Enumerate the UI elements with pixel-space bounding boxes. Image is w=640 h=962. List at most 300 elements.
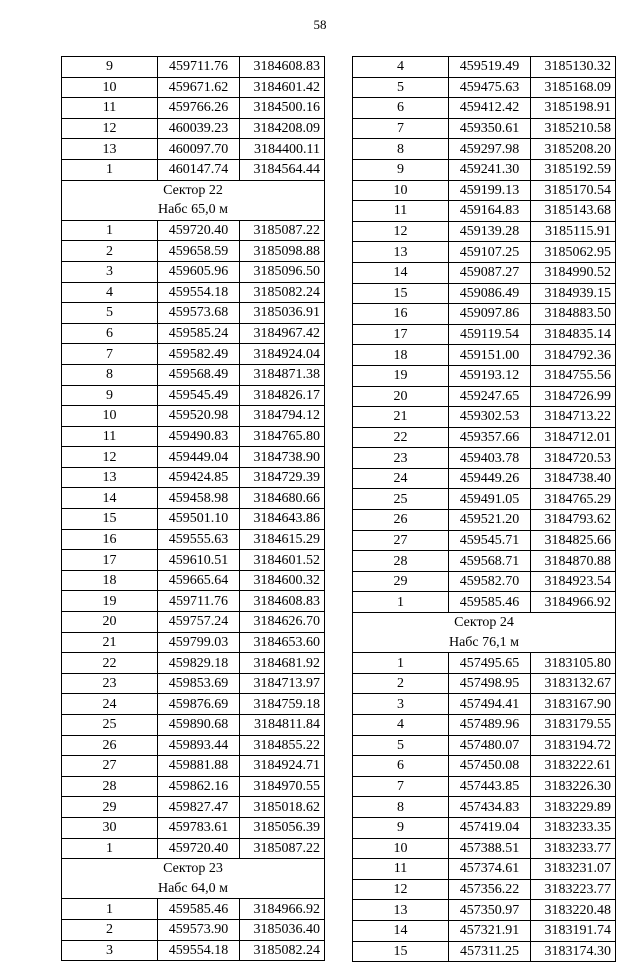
x-coordinate-cell: 459458.98 — [158, 488, 240, 509]
x-coordinate-cell: 457419.04 — [449, 817, 531, 838]
y-coordinate-cell: 3183179.55 — [531, 715, 616, 736]
x-coordinate-cell: 459545.71 — [449, 530, 531, 551]
point-number-cell: 8 — [353, 797, 449, 818]
point-number-cell: 3 — [353, 694, 449, 715]
point-number-cell: 21 — [62, 632, 158, 653]
table-row — [62, 550, 325, 571]
y-coordinate-cell: 3185096.50 — [240, 261, 325, 282]
point-number-cell: 23 — [353, 448, 449, 469]
x-coordinate-cell: 459568.71 — [449, 551, 531, 572]
x-coordinate-cell: 459241.30 — [449, 159, 531, 180]
point-number-cell: 13 — [353, 242, 449, 263]
table-row — [353, 345, 616, 366]
point-number-cell: 11 — [62, 426, 158, 447]
sector-elevation-row — [62, 200, 325, 220]
table-row — [62, 797, 325, 818]
y-coordinate-cell: 3184738.40 — [531, 468, 616, 489]
table-row — [62, 673, 325, 694]
point-number-cell: 15 — [62, 509, 158, 530]
x-coordinate-cell: 459893.44 — [158, 735, 240, 756]
table-row — [353, 797, 616, 818]
point-number-cell: 12 — [353, 879, 449, 900]
x-coordinate-cell: 459097.86 — [449, 304, 531, 325]
table-row — [62, 488, 325, 509]
x-coordinate-cell: 457321.91 — [449, 920, 531, 941]
y-coordinate-cell: 3184870.88 — [531, 551, 616, 572]
x-coordinate-cell: 459720.40 — [158, 220, 240, 241]
point-number-cell: 6 — [353, 756, 449, 777]
point-number-cell: 1 — [353, 592, 449, 613]
sector-title-row — [62, 859, 325, 879]
point-number-cell: 15 — [353, 941, 449, 962]
point-number-cell: 20 — [62, 612, 158, 633]
point-number-cell: 10 — [62, 77, 158, 98]
table-row — [62, 570, 325, 591]
point-number-cell: 2 — [353, 673, 449, 694]
y-coordinate-cell: 3184643.86 — [240, 509, 325, 530]
y-coordinate-cell: 3185062.95 — [531, 242, 616, 263]
y-coordinate-cell: 3184765.80 — [240, 426, 325, 447]
table-row — [62, 919, 325, 940]
table-row — [353, 838, 616, 859]
y-coordinate-cell: 3183231.07 — [531, 859, 616, 880]
point-number-cell: 15 — [353, 283, 449, 304]
y-coordinate-cell: 3184500.16 — [240, 98, 325, 119]
x-coordinate-cell: 459582.49 — [158, 344, 240, 365]
y-coordinate-cell: 3183229.89 — [531, 797, 616, 818]
table-row — [353, 694, 616, 715]
table-row — [62, 776, 325, 797]
y-coordinate-cell: 3183105.80 — [531, 653, 616, 674]
x-coordinate-cell: 459605.96 — [158, 261, 240, 282]
point-number-cell: 14 — [353, 262, 449, 283]
page-number: 58 — [313, 17, 327, 32]
table-row — [353, 735, 616, 756]
x-coordinate-cell: 457443.85 — [449, 776, 531, 797]
y-coordinate-cell: 3183222.61 — [531, 756, 616, 777]
sector-title: Сектор 24 — [353, 613, 616, 633]
y-coordinate-cell: 3184713.22 — [531, 407, 616, 428]
table-row — [62, 817, 325, 838]
y-coordinate-cell: 3185098.88 — [240, 241, 325, 262]
point-number-cell: 4 — [62, 282, 158, 303]
x-coordinate-cell: 457495.65 — [449, 653, 531, 674]
y-coordinate-cell: 3185115.91 — [531, 221, 616, 242]
table-row — [353, 468, 616, 489]
x-coordinate-cell: 459297.98 — [449, 139, 531, 160]
x-coordinate-cell: 457480.07 — [449, 735, 531, 756]
table-row — [353, 489, 616, 510]
y-coordinate-cell: 3184601.52 — [240, 550, 325, 571]
x-coordinate-cell: 459521.20 — [449, 510, 531, 531]
point-number-cell: 25 — [62, 715, 158, 736]
table-row — [353, 407, 616, 428]
y-coordinate-cell: 3184835.14 — [531, 324, 616, 345]
x-coordinate-cell: 459610.51 — [158, 550, 240, 571]
x-coordinate-cell: 459519.49 — [449, 57, 531, 78]
point-number-cell: 7 — [353, 118, 449, 139]
point-number-cell: 3 — [62, 261, 158, 282]
point-number-cell: 4 — [353, 715, 449, 736]
point-number-cell: 1 — [62, 899, 158, 920]
point-number-cell: 18 — [62, 570, 158, 591]
point-number-cell: 22 — [353, 427, 449, 448]
y-coordinate-cell: 3184720.53 — [531, 448, 616, 469]
table-row — [62, 323, 325, 344]
point-number-cell: 5 — [353, 735, 449, 756]
point-number-cell: 22 — [62, 653, 158, 674]
point-number-cell: 20 — [353, 386, 449, 407]
y-coordinate-cell: 3185168.09 — [531, 77, 616, 98]
x-coordinate-cell: 457311.25 — [449, 941, 531, 962]
point-number-cell: 1 — [62, 838, 158, 859]
point-number-cell: 19 — [353, 365, 449, 386]
point-number-cell: 26 — [353, 510, 449, 531]
point-number-cell: 27 — [62, 756, 158, 777]
point-number-cell: 18 — [353, 345, 449, 366]
table-row — [62, 838, 325, 859]
x-coordinate-cell: 459766.26 — [158, 98, 240, 119]
table-row — [62, 509, 325, 530]
table-row — [353, 448, 616, 469]
x-coordinate-cell: 459087.27 — [449, 262, 531, 283]
table-row — [62, 118, 325, 139]
table-row — [353, 201, 616, 222]
x-coordinate-cell: 459139.28 — [449, 221, 531, 242]
x-coordinate-cell: 457374.61 — [449, 859, 531, 880]
x-coordinate-cell: 459520.98 — [158, 406, 240, 427]
point-number-cell: 10 — [353, 180, 449, 201]
coordinates-table-right — [352, 56, 616, 962]
point-number-cell: 5 — [62, 303, 158, 324]
x-coordinate-cell: 459862.16 — [158, 776, 240, 797]
x-coordinate-cell: 459890.68 — [158, 715, 240, 736]
y-coordinate-cell: 3183191.74 — [531, 920, 616, 941]
table-row — [62, 529, 325, 550]
point-number-cell: 16 — [62, 529, 158, 550]
y-coordinate-cell: 3184712.01 — [531, 427, 616, 448]
x-coordinate-cell: 457434.83 — [449, 797, 531, 818]
y-coordinate-cell: 3183226.30 — [531, 776, 616, 797]
x-coordinate-cell: 457388.51 — [449, 838, 531, 859]
x-coordinate-cell: 459554.18 — [158, 282, 240, 303]
y-coordinate-cell: 3183174.30 — [531, 941, 616, 962]
sector-title-row — [353, 613, 616, 633]
y-coordinate-cell: 3183233.77 — [531, 838, 616, 859]
y-coordinate-cell: 3184939.15 — [531, 283, 616, 304]
point-number-cell: 23 — [62, 673, 158, 694]
x-coordinate-cell: 459720.40 — [158, 838, 240, 859]
coordinates-table-left-body — [62, 57, 325, 961]
y-coordinate-cell: 3185208.20 — [531, 139, 616, 160]
point-number-cell: 16 — [353, 304, 449, 325]
point-number-cell: 1 — [353, 653, 449, 674]
x-coordinate-cell: 459568.49 — [158, 364, 240, 385]
y-coordinate-cell: 3185087.22 — [240, 220, 325, 241]
y-coordinate-cell: 3183167.90 — [531, 694, 616, 715]
point-number-cell: 17 — [62, 550, 158, 571]
x-coordinate-cell: 459350.61 — [449, 118, 531, 139]
table-row — [62, 220, 325, 241]
x-coordinate-cell: 459164.83 — [449, 201, 531, 222]
y-coordinate-cell: 3184970.55 — [240, 776, 325, 797]
y-coordinate-cell: 3184400.11 — [240, 139, 325, 160]
point-number-cell: 26 — [62, 735, 158, 756]
table-row — [62, 612, 325, 633]
table-row — [62, 940, 325, 961]
point-number-cell: 11 — [353, 201, 449, 222]
table-row — [353, 776, 616, 797]
x-coordinate-cell: 459475.63 — [449, 77, 531, 98]
coordinates-table-right-body — [353, 57, 616, 962]
x-coordinate-cell: 459585.46 — [158, 899, 240, 920]
x-coordinate-cell: 460039.23 — [158, 118, 240, 139]
x-coordinate-cell: 457489.96 — [449, 715, 531, 736]
y-coordinate-cell: 3184871.38 — [240, 364, 325, 385]
y-coordinate-cell: 3185082.24 — [240, 940, 325, 961]
x-coordinate-cell: 459573.68 — [158, 303, 240, 324]
x-coordinate-cell: 459555.63 — [158, 529, 240, 550]
x-coordinate-cell: 459799.03 — [158, 632, 240, 653]
y-coordinate-cell: 3184967.42 — [240, 323, 325, 344]
table-row — [353, 941, 616, 962]
sector-elevation: Набс 76,1 м — [353, 633, 616, 653]
x-coordinate-cell: 459247.65 — [449, 386, 531, 407]
y-coordinate-cell: 3185036.40 — [240, 919, 325, 940]
x-coordinate-cell: 457450.08 — [449, 756, 531, 777]
point-number-cell: 8 — [353, 139, 449, 160]
table-row — [62, 241, 325, 262]
x-coordinate-cell: 459357.66 — [449, 427, 531, 448]
x-coordinate-cell: 459827.47 — [158, 797, 240, 818]
y-coordinate-cell: 3184966.92 — [240, 899, 325, 920]
y-coordinate-cell: 3183233.35 — [531, 817, 616, 838]
y-coordinate-cell: 3185170.54 — [531, 180, 616, 201]
y-coordinate-cell: 3184826.17 — [240, 385, 325, 406]
sector-elevation: Набс 64,0 м — [62, 879, 325, 899]
x-coordinate-cell: 459449.04 — [158, 447, 240, 468]
point-number-cell: 21 — [353, 407, 449, 428]
point-number-cell: 6 — [353, 98, 449, 119]
point-number-cell: 24 — [353, 468, 449, 489]
point-number-cell: 3 — [62, 940, 158, 961]
y-coordinate-cell: 3185087.22 — [240, 838, 325, 859]
table-row — [62, 653, 325, 674]
y-coordinate-cell: 3184208.09 — [240, 118, 325, 139]
x-coordinate-cell: 459302.53 — [449, 407, 531, 428]
point-number-cell: 9 — [62, 385, 158, 406]
x-coordinate-cell: 459876.69 — [158, 694, 240, 715]
x-coordinate-cell: 459545.49 — [158, 385, 240, 406]
table-row — [353, 386, 616, 407]
y-coordinate-cell: 3184924.71 — [240, 756, 325, 777]
x-coordinate-cell: 459582.70 — [449, 571, 531, 592]
point-number-cell: 14 — [62, 488, 158, 509]
x-coordinate-cell: 457494.41 — [449, 694, 531, 715]
table-row — [353, 283, 616, 304]
point-number-cell: 12 — [62, 447, 158, 468]
x-coordinate-cell: 457498.95 — [449, 673, 531, 694]
point-number-cell: 29 — [62, 797, 158, 818]
point-number-cell: 28 — [62, 776, 158, 797]
table-row — [353, 427, 616, 448]
point-number-cell: 27 — [353, 530, 449, 551]
table-row — [62, 591, 325, 612]
y-coordinate-cell: 3184653.60 — [240, 632, 325, 653]
table-row — [353, 510, 616, 531]
point-number-cell: 2 — [62, 241, 158, 262]
y-coordinate-cell: 3184759.18 — [240, 694, 325, 715]
y-coordinate-cell: 3185192.59 — [531, 159, 616, 180]
y-coordinate-cell: 3184794.12 — [240, 406, 325, 427]
point-number-cell: 13 — [62, 467, 158, 488]
x-coordinate-cell: 457350.97 — [449, 900, 531, 921]
x-coordinate-cell: 459490.83 — [158, 426, 240, 447]
table-row — [62, 447, 325, 468]
table-row — [353, 859, 616, 880]
table-row — [62, 77, 325, 98]
y-coordinate-cell: 3184608.83 — [240, 57, 325, 78]
y-coordinate-cell: 3184726.99 — [531, 386, 616, 407]
point-number-cell: 10 — [62, 406, 158, 427]
x-coordinate-cell: 459412.42 — [449, 98, 531, 119]
coordinates-table-left — [61, 56, 325, 961]
x-coordinate-cell: 459119.54 — [449, 324, 531, 345]
point-number-cell: 17 — [353, 324, 449, 345]
y-coordinate-cell: 3185036.91 — [240, 303, 325, 324]
point-number-cell: 11 — [62, 98, 158, 119]
table-row — [353, 57, 616, 78]
y-coordinate-cell: 3183132.67 — [531, 673, 616, 694]
point-number-cell: 1 — [62, 159, 158, 180]
point-number-cell: 12 — [62, 118, 158, 139]
table-row — [353, 879, 616, 900]
table-row — [353, 221, 616, 242]
y-coordinate-cell: 3184883.50 — [531, 304, 616, 325]
table-row — [353, 77, 616, 98]
y-coordinate-cell: 3184681.92 — [240, 653, 325, 674]
table-row — [353, 715, 616, 736]
x-coordinate-cell: 459491.05 — [449, 489, 531, 510]
y-coordinate-cell: 3184564.44 — [240, 159, 325, 180]
y-coordinate-cell: 3185082.24 — [240, 282, 325, 303]
x-coordinate-cell: 459853.69 — [158, 673, 240, 694]
y-coordinate-cell: 3183223.77 — [531, 879, 616, 900]
x-coordinate-cell: 459711.76 — [158, 591, 240, 612]
table-row — [353, 653, 616, 674]
point-number-cell: 30 — [62, 817, 158, 838]
y-coordinate-cell: 3183220.48 — [531, 900, 616, 921]
table-row — [353, 673, 616, 694]
y-coordinate-cell: 3185018.62 — [240, 797, 325, 818]
point-number-cell: 14 — [353, 920, 449, 941]
y-coordinate-cell: 3185143.68 — [531, 201, 616, 222]
x-coordinate-cell: 459449.26 — [449, 468, 531, 489]
x-coordinate-cell: 459107.25 — [449, 242, 531, 263]
y-coordinate-cell: 3184966.92 — [531, 592, 616, 613]
x-coordinate-cell: 459783.61 — [158, 817, 240, 838]
x-coordinate-cell: 459585.24 — [158, 323, 240, 344]
table-row — [62, 364, 325, 385]
y-coordinate-cell: 3184765.29 — [531, 489, 616, 510]
table-row — [353, 756, 616, 777]
y-coordinate-cell: 3184729.39 — [240, 467, 325, 488]
x-coordinate-cell: 459086.49 — [449, 283, 531, 304]
table-row — [62, 57, 325, 78]
point-number-cell: 9 — [353, 817, 449, 838]
point-number-cell: 6 — [62, 323, 158, 344]
point-number-cell: 1 — [62, 220, 158, 241]
point-number-cell: 29 — [353, 571, 449, 592]
y-coordinate-cell: 3184990.52 — [531, 262, 616, 283]
table-row — [62, 139, 325, 160]
table-row — [62, 715, 325, 736]
y-coordinate-cell: 3184600.32 — [240, 570, 325, 591]
point-number-cell: 10 — [353, 838, 449, 859]
y-coordinate-cell: 3184626.70 — [240, 612, 325, 633]
y-coordinate-cell: 3184601.42 — [240, 77, 325, 98]
table-row — [62, 98, 325, 119]
x-coordinate-cell: 457356.22 — [449, 879, 531, 900]
table-row — [62, 282, 325, 303]
y-coordinate-cell: 3184615.29 — [240, 529, 325, 550]
x-coordinate-cell: 459829.18 — [158, 653, 240, 674]
y-coordinate-cell: 3184608.83 — [240, 591, 325, 612]
table-row — [62, 694, 325, 715]
x-coordinate-cell: 459665.64 — [158, 570, 240, 591]
point-number-cell: 7 — [62, 344, 158, 365]
x-coordinate-cell: 459403.78 — [449, 448, 531, 469]
table-row — [353, 159, 616, 180]
point-number-cell: 11 — [353, 859, 449, 880]
point-number-cell: 5 — [353, 77, 449, 98]
table-row — [62, 735, 325, 756]
y-coordinate-cell: 3185056.39 — [240, 817, 325, 838]
table-row — [62, 344, 325, 365]
table-row — [62, 159, 325, 180]
table-row — [353, 551, 616, 572]
x-coordinate-cell: 459658.59 — [158, 241, 240, 262]
sector-elevation-row — [353, 633, 616, 653]
x-coordinate-cell: 459193.12 — [449, 365, 531, 386]
y-coordinate-cell: 3185198.91 — [531, 98, 616, 119]
point-number-cell: 25 — [353, 489, 449, 510]
point-number-cell: 19 — [62, 591, 158, 612]
x-coordinate-cell: 459711.76 — [158, 57, 240, 78]
sector-title: Сектор 23 — [62, 859, 325, 879]
point-number-cell: 24 — [62, 694, 158, 715]
table-row — [62, 385, 325, 406]
table-row — [353, 139, 616, 160]
table-row — [353, 571, 616, 592]
x-coordinate-cell: 459501.10 — [158, 509, 240, 530]
sector-elevation-row — [62, 879, 325, 899]
table-row — [353, 98, 616, 119]
y-coordinate-cell: 3184825.66 — [531, 530, 616, 551]
sector-title-row — [62, 180, 325, 200]
x-coordinate-cell: 459757.24 — [158, 612, 240, 633]
table-row — [353, 262, 616, 283]
point-number-cell: 7 — [353, 776, 449, 797]
y-coordinate-cell: 3184792.36 — [531, 345, 616, 366]
point-number-cell: 13 — [62, 139, 158, 160]
point-number-cell: 8 — [62, 364, 158, 385]
point-number-cell: 4 — [353, 57, 449, 78]
x-coordinate-cell: 459424.85 — [158, 467, 240, 488]
point-number-cell: 9 — [353, 159, 449, 180]
y-coordinate-cell: 3184855.22 — [240, 735, 325, 756]
y-coordinate-cell: 3184755.56 — [531, 365, 616, 386]
